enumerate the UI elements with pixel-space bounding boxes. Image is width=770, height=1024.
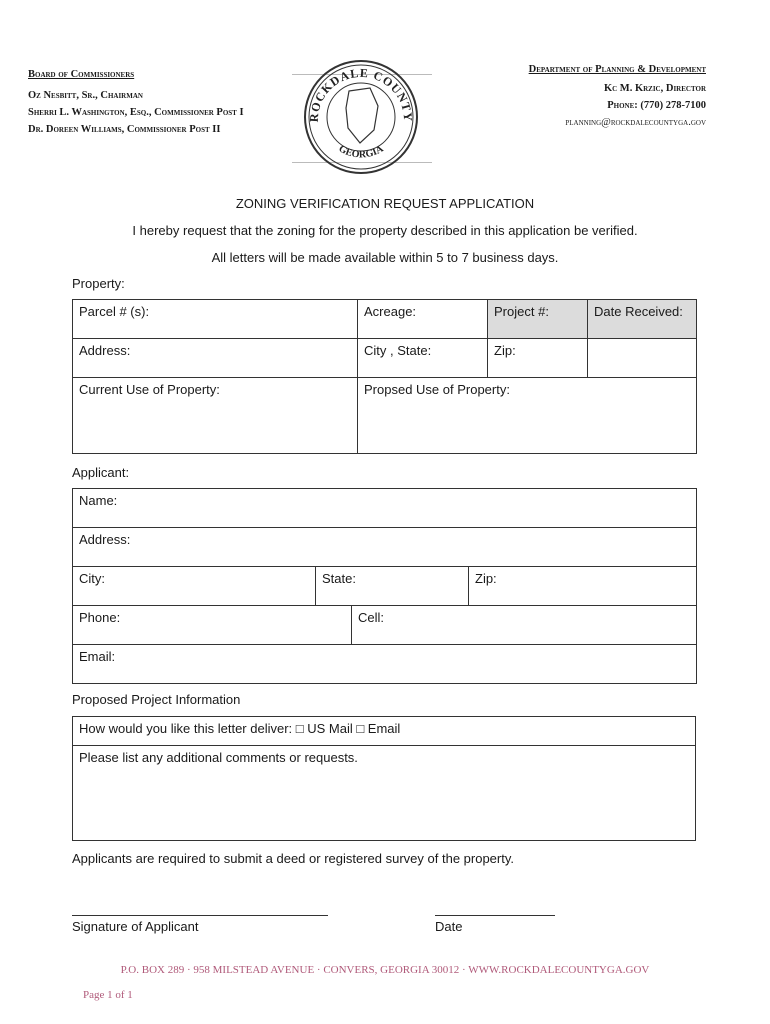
department-phone: Phone: (770) 278-7100 <box>607 100 706 111</box>
department-info <box>529 61 706 131</box>
property-blank-cell[interactable] <box>588 339 697 378</box>
parcel-field[interactable]: Parcel # (s): <box>73 300 358 339</box>
property-label: Property: <box>72 276 125 291</box>
applicant-table <box>72 488 697 684</box>
acreage-field[interactable]: Acreage: <box>358 300 488 339</box>
proposed-use-field[interactable]: Propsed Use of Property: <box>358 378 697 454</box>
deed-notice: Applicants are required to submit a deed or registered survey of the property. <box>72 851 514 866</box>
city-state-field[interactable]: City , State: <box>358 339 488 378</box>
footer-address: P.O. BOX 289 · 958 MILSTEAD AVENUE · CONVERS, GEORGIA 30012 · WWW.ROCKDALECOUNTYGA.GOV <box>120 964 650 976</box>
delivery-method-field[interactable]: How would you like this letter deliver: □ US Mail □ Email <box>73 717 696 746</box>
board-post-2: Dr. Doreen Williams, Commissioner Post II <box>28 124 221 135</box>
project-info-label: Proposed Project Information <box>72 692 241 707</box>
date-line[interactable]: Date <box>435 915 555 934</box>
svg-text:GEORGIA: GEORGIA <box>336 143 386 161</box>
property-table <box>72 299 697 454</box>
page-number: Page 1 of 1 <box>83 989 133 1001</box>
form-intro-1: I hereby request that the zoning for the property described in this application be verified. <box>132 223 638 238</box>
project-number-field: Project #: <box>488 300 588 339</box>
applicant-city-field[interactable]: City: <box>73 567 316 606</box>
project-info-table <box>72 716 696 841</box>
date-received-field: Date Received: <box>588 300 697 339</box>
applicant-zip-field[interactable]: Zip: <box>469 567 697 606</box>
applicant-address-field[interactable]: Address: <box>73 528 697 567</box>
form-title: ZONING VERIFICATION REQUEST APPLICATION <box>235 196 535 211</box>
form-intro-2: All letters will be made available within 5 to 7 business days. <box>211 250 559 265</box>
comments-field[interactable]: Please list any additional comments or requests. <box>73 746 696 841</box>
board-chairman: Oz Nesbitt, Sr., Chairman <box>28 90 143 101</box>
signature-line[interactable]: Signature of Applicant <box>72 915 328 934</box>
property-address-field[interactable]: Address: <box>73 339 358 378</box>
department-director: Kc M. Krzic, Director <box>603 83 706 94</box>
applicant-email-field[interactable]: Email: <box>73 645 697 684</box>
board-title: Board of Commissioners <box>28 69 135 80</box>
applicant-name-field[interactable]: Name: <box>73 489 697 528</box>
county-seal <box>302 58 420 176</box>
applicant-cell-field[interactable]: Cell: <box>352 606 697 645</box>
current-use-field[interactable]: Current Use of Property: <box>73 378 358 454</box>
county-seal-graphic <box>302 58 420 176</box>
board-of-commissioners <box>28 66 244 138</box>
board-post-1: Sherri L. Washington, Esq., Commissioner Post I <box>28 107 244 118</box>
applicant-phone-field[interactable]: Phone: <box>73 606 352 645</box>
department-title: Department of Planning & Development <box>528 64 706 75</box>
department-email: planning@rockdalecountyga.gov <box>565 117 706 128</box>
applicant-state-field[interactable]: State: <box>316 567 469 606</box>
applicant-label: Applicant: <box>72 465 130 480</box>
svg-text:ROCKDALE COUNTY: ROCKDALE COUNTY <box>306 65 416 123</box>
property-zip-field[interactable]: Zip: <box>488 339 588 378</box>
